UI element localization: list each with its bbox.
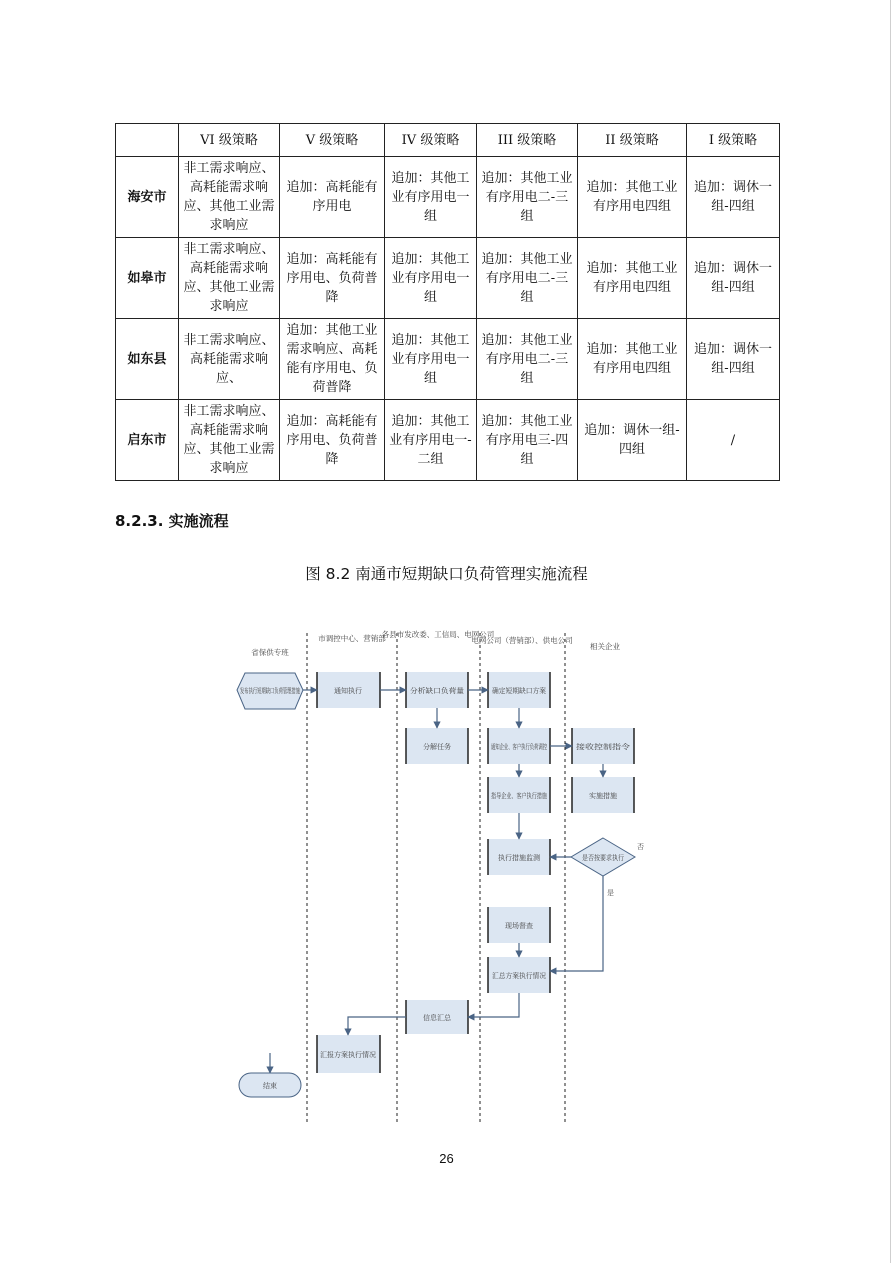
table-cell: 追加：调休一组-四组: [687, 238, 780, 319]
table-header-row: [116, 124, 780, 157]
header-cell: VI 级策略: [179, 124, 280, 157]
lane-header: 相关企业: [590, 642, 620, 651]
header-cell: V 级策略: [280, 124, 385, 157]
table-cell: 追加：其他工业有序用电二-三组: [477, 238, 578, 319]
table-cell: 非工需求响应、高耗能需求响应、其他工业需求响应: [179, 157, 280, 238]
table-cell: 追加：其他工业有序用电三-四组: [477, 400, 578, 481]
header-cell: I 级策略: [687, 124, 780, 157]
page-edge-line: [890, 0, 891, 1263]
decision-no-label: 否: [637, 843, 644, 851]
table-cell: 追加：其他工业有序用电二-三组: [477, 319, 578, 400]
row-city: 如皋市: [116, 238, 179, 319]
lane-header-line: 市调控中心、营销部: [318, 634, 386, 643]
row-city: 启东市: [116, 400, 179, 481]
connector: [468, 993, 519, 1017]
table-cell: 追加：其他工业有序用电二-三组: [477, 157, 578, 238]
guide-label: 指导企业、客户执行措施: [491, 792, 568, 800]
final-report-label: 汇报方案执行情况: [320, 1051, 376, 1059]
notify-label: 通知执行: [334, 687, 362, 695]
supervise-label: 现场督查: [505, 922, 533, 930]
start-label: 发布执行短期缺口负荷管理措施: [240, 687, 338, 695]
lane-header: 省保供专班: [251, 648, 289, 657]
header-cell: II 级策略: [578, 124, 687, 157]
table-cell: 追加：调休一组-四组: [687, 157, 780, 238]
report-label: 信息汇总: [423, 1014, 451, 1022]
page-number: 26: [439, 1151, 454, 1166]
table-cell: 追加：其他工业有序用电一-二组: [385, 400, 477, 481]
row-city: 海安市: [116, 157, 179, 238]
table-cell: 追加：其他工业有序用电四组: [578, 157, 687, 238]
table-cell: 追加：调休一组-四组: [687, 319, 780, 400]
table-cell: 追加：其他工业有序用电四组: [578, 319, 687, 400]
strategy-table: [115, 123, 780, 481]
table-cell: 非工需求响应、高耗能需求响应、: [179, 319, 280, 400]
lane-header: [318, 633, 386, 643]
lane-header-line: 电网公司（营销部）、供电公司: [471, 636, 573, 645]
lane-header: [471, 635, 572, 645]
table-row: [116, 319, 780, 400]
decision-label: 是否按要求执行: [582, 854, 631, 862]
header-cell: IV 级策略: [385, 124, 477, 157]
notify-users-label: 通知企业、客户执行负荷调控: [491, 743, 582, 751]
monitor-label: 执行措施监测: [498, 854, 540, 862]
figure-caption: 图 8.2 南通市短期缺口负荷管理实施流程: [305, 565, 588, 583]
table-cell: 追加：其他工业有序用电四组: [578, 238, 687, 319]
table-cell: 非工需求响应、高耗能需求响应、其他工业需求响应: [179, 238, 280, 319]
decision-yes-label: 是: [607, 889, 614, 897]
end-label: 结束: [263, 1082, 277, 1090]
lane-header-line: 各县市发改委、工信局、电网公司: [381, 630, 495, 639]
table-cell: 非工需求响应、高耗能需求响应、其他工业需求响应: [179, 400, 280, 481]
table-cell: 追加：高耗能有序用电: [280, 157, 385, 238]
implement-label: 实施措施: [589, 792, 617, 800]
connector: [550, 876, 603, 971]
table-cell: 追加：高耗能有序用电、负荷普降: [280, 238, 385, 319]
section-heading: 8.2.3. 实施流程: [115, 512, 229, 530]
plan-label: 确定短期缺口方案: [492, 687, 548, 695]
table-cell: 追加：其他工业有序用电一组: [385, 238, 477, 319]
table-row: [116, 157, 780, 238]
header-cell: [116, 124, 179, 157]
decompose-label: 分解任务: [423, 743, 451, 751]
receive-label: 接收控制指令: [576, 743, 618, 751]
summary-label: 汇总方案执行情况: [492, 972, 548, 980]
table-cell: 追加：其他工业有序用电一组: [385, 157, 477, 238]
analyze-label: 分析缺口负荷量: [410, 687, 459, 695]
table-row: [116, 238, 780, 319]
table-cell: 追加：高耗能有序用电、负荷普降: [280, 400, 385, 481]
table-cell: 追加：其他工业有序用电一组: [385, 319, 477, 400]
header-cell: III 级策略: [477, 124, 578, 157]
table-cell: 追加：调休一组-四组: [578, 400, 687, 481]
table-cell: /: [687, 400, 780, 481]
flowchart: [225, 625, 665, 1130]
row-city: 如东县: [116, 319, 179, 400]
table-row: [116, 400, 780, 481]
table-cell: 追加：其他工业需求响应、高耗能有序用电、负荷普降: [280, 319, 385, 400]
